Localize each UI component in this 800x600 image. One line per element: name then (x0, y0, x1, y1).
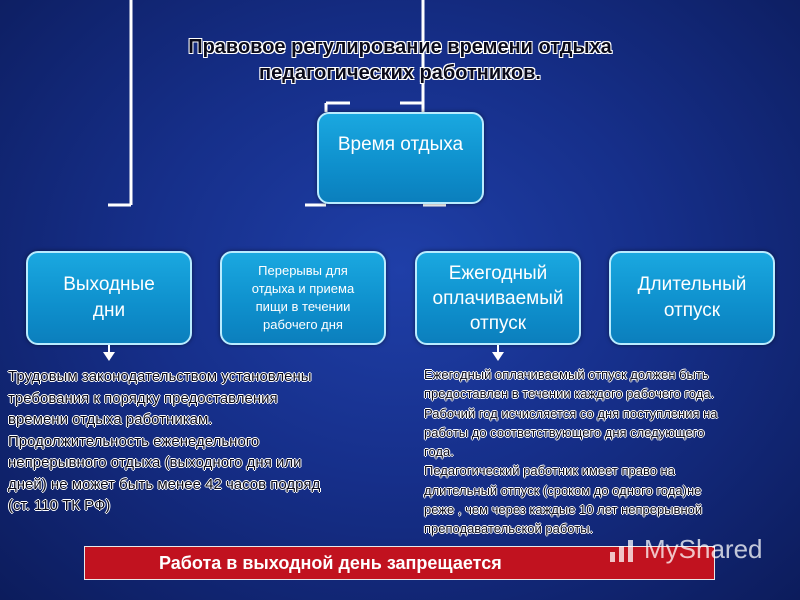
box-label-line: Перерывы для (258, 263, 348, 278)
arrow-stem (497, 345, 499, 352)
box-days-off (26, 251, 192, 345)
box-label-line: Выходные (63, 274, 155, 295)
watermark (608, 534, 763, 565)
box-label-line: отдыха и приема (251, 281, 355, 296)
root-box-rest-time (317, 112, 484, 204)
box-label-line: рабочего дня (263, 317, 343, 332)
box-label-line: Длительный (637, 274, 747, 295)
title-line-1: Правовое регулирование времени отдыха (188, 36, 612, 58)
box-label-line: пищи в течении (255, 299, 351, 314)
banner-text: Работа в выходной день запрещается (159, 552, 502, 573)
watermark-text: MyShared (644, 534, 763, 564)
box-label-line: Ежегодный (448, 262, 548, 284)
chart-bars-icon (608, 536, 636, 564)
title-line-2: педагогических работников. (259, 62, 541, 84)
page-title (60, 34, 740, 86)
leave-description: Ежегодный оплачиваемый отпуск должен быть предоставлен в течении каждого рабочего года. Рабочий год исчисляется со дня поступления на работы до соответствующего дня следующего года. Педагогический работник имеет право на длительный отпуск (сроком до одного года)не реже , чем через каждые 10 лет непрерывной преподавательской работы. (424, 367, 718, 537)
box-annual-leave (415, 251, 581, 345)
root-box-label: Время отдыха (337, 134, 464, 155)
down-arrow-icon (492, 352, 504, 361)
box-breaks (220, 251, 386, 345)
box-long-leave (609, 251, 775, 345)
box-label-line: отпуск (469, 312, 527, 334)
box-label-line: дни (92, 300, 126, 321)
box-label-line: отпуск (663, 300, 721, 321)
arrow-stem (108, 345, 110, 352)
days-off-description: Трудовым законодательством установлены требования к порядку предоставления времени отдыха работникам. Продолжительность еженедельного непрерывного отдыха (выходного дня или дней) не может быть менее 42 часов подряд (ст. 110 ТК РФ) (8, 368, 321, 514)
box-label-line: оплачиваемый (432, 287, 564, 309)
down-arrow-icon (103, 352, 115, 361)
